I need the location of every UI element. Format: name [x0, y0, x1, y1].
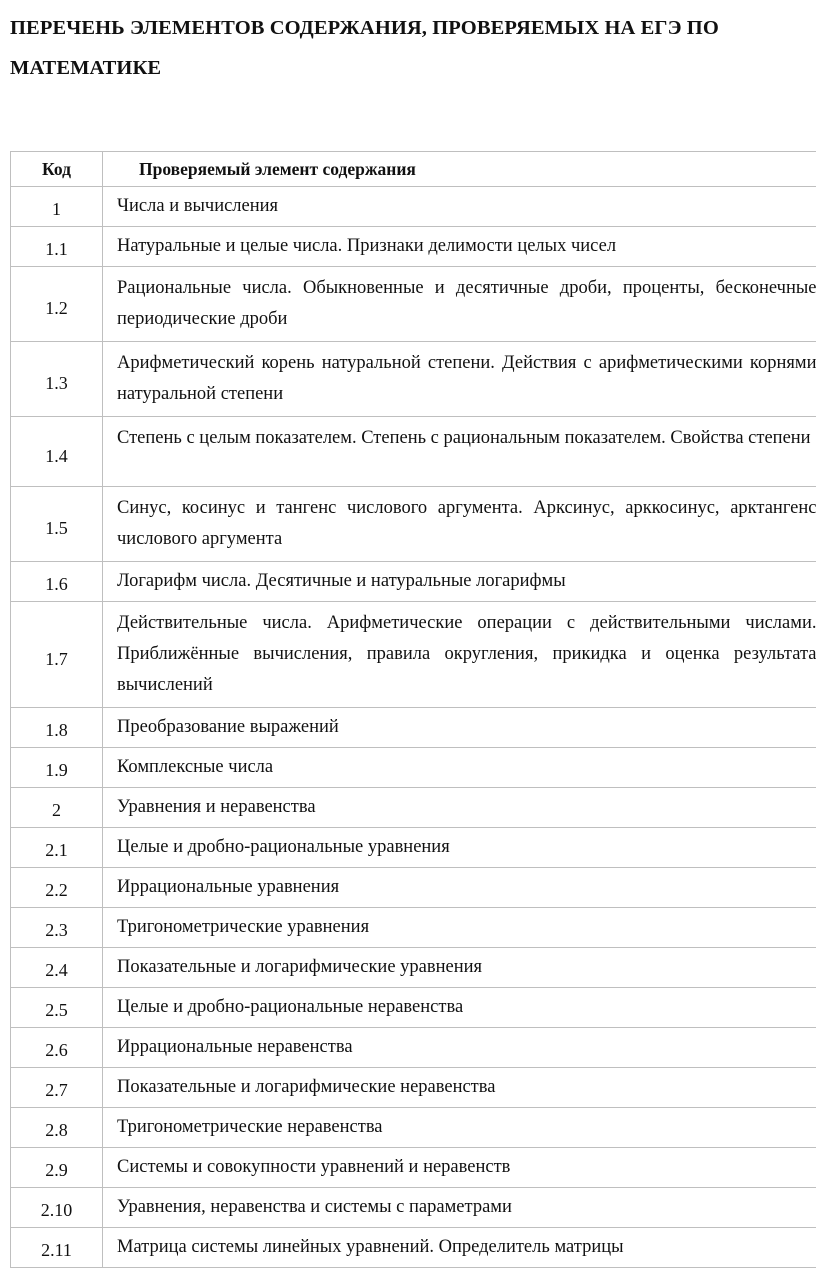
row-code: 1 [11, 187, 103, 227]
row-description: Степень с целым показателем. Степень с рациональным показателем. Свойства степени [103, 417, 816, 487]
table-row [11, 602, 816, 708]
row-description: Целые и дробно-рациональные неравенства [103, 988, 816, 1028]
row-code: 2.5 [11, 988, 103, 1028]
table-row [11, 908, 816, 948]
row-description: Преобразование выражений [103, 708, 816, 748]
row-description: Системы и совокупности уравнений и неравенств [103, 1148, 816, 1188]
table-row [11, 788, 816, 828]
table-row [11, 1108, 816, 1148]
table-row [11, 708, 816, 748]
row-code: 1.5 [11, 487, 103, 562]
column-header-code: Код [11, 152, 103, 187]
table-row [11, 948, 816, 988]
table-row [11, 562, 816, 602]
row-code: 2.9 [11, 1148, 103, 1188]
table-row [11, 267, 816, 342]
row-code: 2.1 [11, 828, 103, 868]
table-row [11, 1068, 816, 1108]
row-code: 2.7 [11, 1068, 103, 1108]
row-code: 1.8 [11, 708, 103, 748]
table-row [11, 342, 816, 417]
table-row [11, 1188, 816, 1228]
table-row [11, 828, 816, 868]
table-row [11, 868, 816, 908]
row-description: Синус, косинус и тангенс числового аргумента. Арксинус, арккосинус, арктангенс числового аргумента [103, 487, 816, 562]
table-header-row [11, 152, 816, 187]
document-title: ПЕРЕЧЕНЬ ЭЛЕМЕНТОВ СОДЕРЖАНИЯ, ПРОВЕРЯЕМЫХ НА ЕГЭ ПО МАТЕМАТИКЕ [10, 8, 800, 88]
row-description: Показательные и логарифмические уравнения [103, 948, 816, 988]
row-code: 2.4 [11, 948, 103, 988]
row-code: 1.6 [11, 562, 103, 602]
row-description: Иррациональные уравнения [103, 868, 816, 908]
row-description: Показательные и логарифмические неравенства [103, 1068, 816, 1108]
row-code: 1.4 [11, 417, 103, 487]
row-code: 1.9 [11, 748, 103, 788]
row-description: Комплексные числа [103, 748, 816, 788]
row-code: 2.3 [11, 908, 103, 948]
column-header-element [103, 152, 816, 187]
row-code: 2.10 [11, 1188, 103, 1228]
row-code: 2.11 [11, 1228, 103, 1268]
table-row [11, 187, 816, 227]
row-description: Арифметический корень натуральной степени. Действия с арифметическими корнями натуральной степени [103, 342, 816, 417]
content-elements-table [10, 151, 816, 1268]
row-description: Тригонометрические уравнения [103, 908, 816, 948]
row-code: 2.8 [11, 1108, 103, 1148]
row-description: Целые и дробно-рациональные уравнения [103, 828, 816, 868]
table-row [11, 1148, 816, 1188]
row-description: Логарифм числа. Десятичные и натуральные логарифмы [103, 562, 816, 602]
row-description: Рациональные числа. Обыкновенные и десятичные дроби, проценты, бесконечные периодические дроби [103, 267, 816, 342]
row-description: Тригонометрические неравенства [103, 1108, 816, 1148]
table-row [11, 1228, 816, 1268]
table-row [11, 487, 816, 562]
row-code: 2 [11, 788, 103, 828]
table-row [11, 1028, 816, 1068]
column-header-element-label: Проверяемый элемент содержания [139, 159, 416, 179]
table-row [11, 417, 816, 487]
row-code: 1.3 [11, 342, 103, 417]
row-code: 1.1 [11, 227, 103, 267]
row-code: 2.6 [11, 1028, 103, 1068]
table-row [11, 227, 816, 267]
row-description: Числа и вычисления [103, 187, 816, 227]
row-description: Иррациональные неравенства [103, 1028, 816, 1068]
row-description: Действительные числа. Арифметические операции с действительными числами. Приближённые вычисления, правила округления, прикидка и оценка результата вычислений [103, 602, 816, 708]
row-code: 1.2 [11, 267, 103, 342]
row-code: 1.7 [11, 602, 103, 708]
row-description: Натуральные и целые числа. Признаки делимости целых чисел [103, 227, 816, 267]
row-description: Матрица системы линейных уравнений. Определитель матрицы [103, 1228, 816, 1268]
table-row [11, 748, 816, 788]
row-code: 2.2 [11, 868, 103, 908]
row-description: Уравнения и неравенства [103, 788, 816, 828]
row-description: Уравнения, неравенства и системы с параметрами [103, 1188, 816, 1228]
table-row [11, 988, 816, 1028]
